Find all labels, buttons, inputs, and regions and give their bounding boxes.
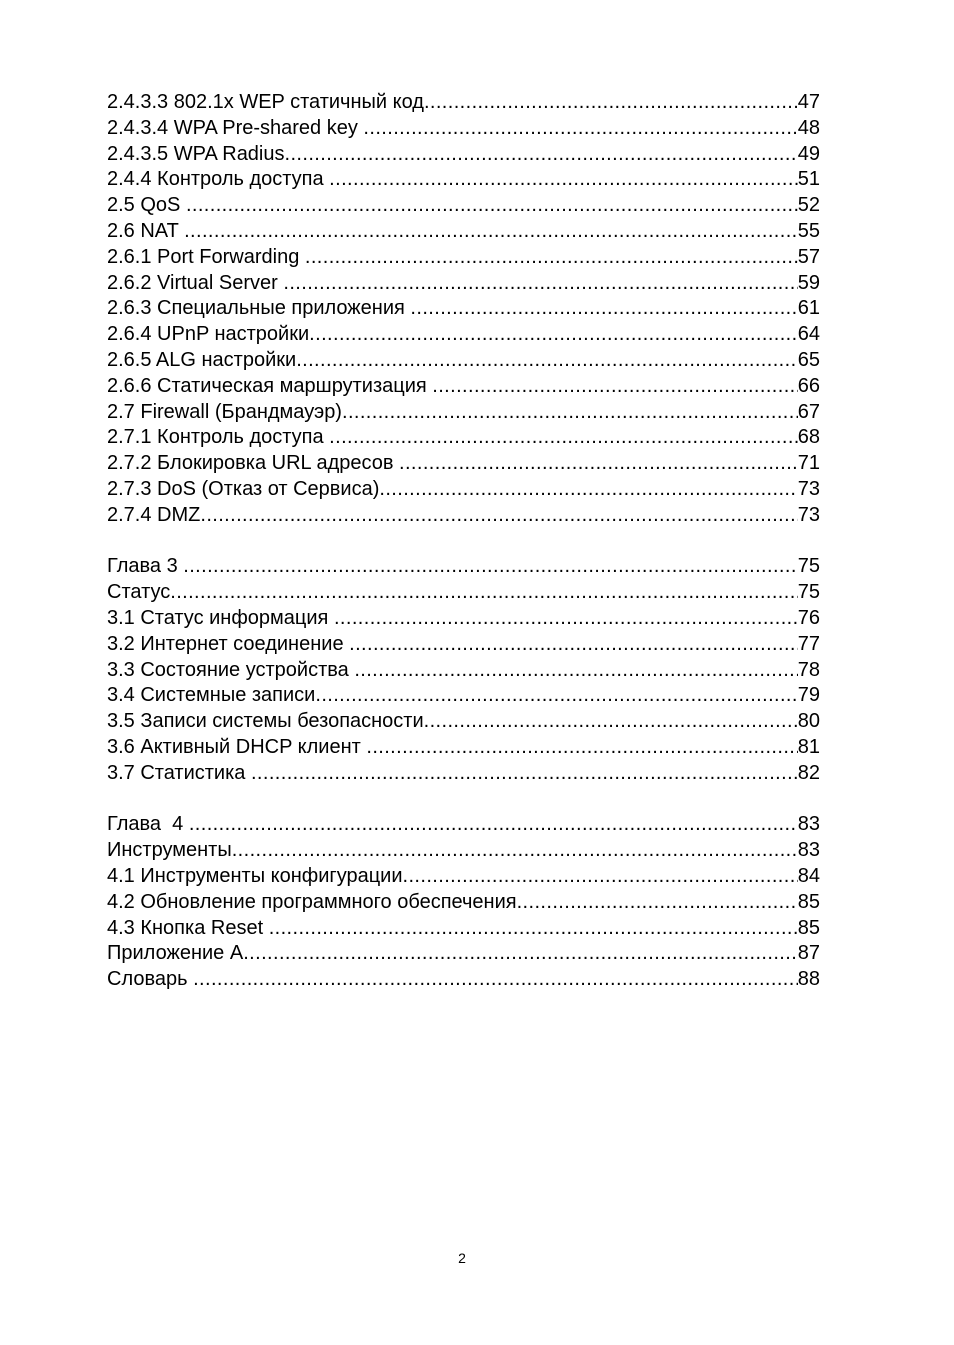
toc-entry-page-number: 61 <box>797 297 820 320</box>
toc-entry-title: Глава 4 <box>107 813 189 836</box>
toc-group <box>107 90 820 529</box>
toc-entry[interactable] <box>107 735 820 761</box>
toc-entry-title: 2.6 NAT <box>107 219 185 242</box>
toc-entry-page-number: 79 <box>797 684 820 707</box>
toc-entry[interactable] <box>107 116 820 142</box>
toc-entry-title: 3.1 Статус информация <box>107 606 334 629</box>
toc-entry-title: 2.6.6 Статическая маршрутизация <box>107 374 433 397</box>
toc-group <box>107 812 820 993</box>
toc-entry-title: 2.5 QoS <box>107 194 186 217</box>
toc-entry-page-number: 83 <box>797 839 820 862</box>
toc-entry-page-number: 88 <box>797 968 820 991</box>
toc-dot-leader <box>403 864 798 890</box>
toc-dot-leader <box>432 374 797 400</box>
toc-dot-leader <box>399 451 798 477</box>
toc-entry-page-number: 55 <box>797 219 820 242</box>
toc-entry[interactable] <box>107 916 820 942</box>
toc-entry[interactable] <box>107 632 820 658</box>
toc-dot-leader <box>283 271 797 297</box>
toc-entry[interactable] <box>107 709 820 735</box>
toc-entry[interactable] <box>107 941 820 967</box>
toc-dot-leader <box>363 116 797 142</box>
toc-entry-page-number: 51 <box>797 168 820 191</box>
toc-entry[interactable] <box>107 812 820 838</box>
toc-entry-title: 2.7.2 Блокировка URL адресов <box>107 452 400 475</box>
toc-entry-title: 2.4.4 Контроль доступа <box>107 168 330 191</box>
table-of-contents <box>107 90 820 993</box>
toc-entry-page-number: 85 <box>797 916 820 939</box>
toc-entry-page-number: 47 <box>797 91 820 113</box>
toc-entry[interactable] <box>107 142 820 168</box>
toc-dot-leader <box>186 193 798 219</box>
toc-entry-page-number: 81 <box>797 735 820 758</box>
toc-dot-leader <box>334 606 798 632</box>
toc-entry-title: Статус <box>107 581 171 604</box>
toc-entry-page-number: 52 <box>797 194 820 217</box>
toc-dot-leader <box>424 90 798 116</box>
toc-entry[interactable] <box>107 580 820 606</box>
toc-entry-page-number: 76 <box>797 606 820 629</box>
toc-entry-page-number: 85 <box>797 890 820 913</box>
toc-entry-title: 2.6.1 Port Forwarding <box>107 245 305 268</box>
toc-entry-title: 2.6.5 ALG настройки <box>107 348 297 371</box>
toc-dot-leader <box>296 348 798 374</box>
toc-entry[interactable] <box>107 683 820 709</box>
toc-entry-page-number: 73 <box>797 503 820 526</box>
toc-entry-page-number: 82 <box>797 761 820 784</box>
toc-entry-page-number: 49 <box>797 142 820 165</box>
toc-dot-leader <box>269 916 798 942</box>
toc-entry-title: 2.6.2 Virtual Server <box>107 271 284 294</box>
toc-entry-title: Инструменты <box>107 839 232 862</box>
page-number: 2 <box>458 1250 466 1266</box>
toc-dot-leader <box>305 245 798 271</box>
toc-dot-leader <box>170 580 798 606</box>
toc-entry-title: 4.2 Обновление программного обеспечения <box>107 890 517 913</box>
toc-entry[interactable] <box>107 503 820 529</box>
toc-entry[interactable] <box>107 761 820 787</box>
toc-entry-page-number: 80 <box>797 710 820 733</box>
toc-dot-leader <box>243 941 798 967</box>
toc-dot-leader <box>517 890 798 916</box>
toc-entry[interactable] <box>107 296 820 322</box>
toc-entry[interactable] <box>107 864 820 890</box>
toc-entry[interactable] <box>107 219 820 245</box>
toc-dot-leader <box>232 838 798 864</box>
toc-entry-title: 4.3 Кнопка Reset <box>107 916 269 939</box>
toc-entry-page-number: 67 <box>797 400 820 423</box>
toc-entry[interactable] <box>107 451 820 477</box>
toc-entry[interactable] <box>107 322 820 348</box>
toc-entry-page-number: 68 <box>797 426 820 449</box>
toc-entry[interactable] <box>107 658 820 684</box>
toc-entry[interactable] <box>107 967 820 993</box>
toc-dot-leader <box>342 400 798 426</box>
toc-entry[interactable] <box>107 245 820 271</box>
toc-entry-title: 3.4 Системные записи <box>107 684 316 707</box>
toc-entry-title: 3.3 Состояние устройства <box>107 658 355 681</box>
toc-dot-leader <box>285 142 798 168</box>
toc-dot-leader <box>349 632 798 658</box>
toc-entry[interactable] <box>107 400 820 426</box>
toc-entry-page-number: 66 <box>797 374 820 397</box>
toc-group <box>107 554 820 786</box>
toc-entry-page-number: 57 <box>797 245 820 268</box>
toc-entry-title: 2.6.3 Специальные приложения <box>107 297 411 320</box>
toc-dot-leader <box>309 322 798 348</box>
toc-entry-title: 2.7.3 DoS (Отказ от Сервиса) <box>107 477 380 500</box>
toc-dot-leader <box>193 967 798 993</box>
toc-entry-title: 4.1 Инструменты конфигурации <box>107 864 403 887</box>
toc-entry-title: 3.5 Записи системы безопасности <box>107 710 424 733</box>
toc-dot-leader <box>329 167 798 193</box>
toc-dot-leader <box>410 296 797 322</box>
toc-entry-page-number: 65 <box>797 348 820 371</box>
toc-entry-title: 2.7.4 DMZ <box>107 503 201 526</box>
toc-entry[interactable] <box>107 348 820 374</box>
toc-entry-title: 2.4.3.3 802.1x WEP статичный код <box>107 91 424 113</box>
toc-entry[interactable] <box>107 271 820 297</box>
toc-dot-leader <box>183 554 797 580</box>
toc-entry-title: Приложение A <box>107 942 244 965</box>
toc-entry-page-number: 73 <box>797 477 820 500</box>
toc-entry[interactable] <box>107 890 820 916</box>
toc-entry[interactable] <box>107 90 820 116</box>
toc-dot-leader <box>366 735 797 761</box>
toc-entry[interactable] <box>107 838 820 864</box>
toc-entry[interactable] <box>107 193 820 219</box>
toc-dot-leader <box>184 219 798 245</box>
toc-dot-leader <box>189 812 798 838</box>
toc-dot-leader <box>251 761 798 787</box>
toc-entry-title: 3.7 Статистика <box>107 761 251 784</box>
toc-dot-leader <box>379 477 797 503</box>
toc-entry-page-number: 78 <box>797 658 820 681</box>
toc-entry-page-number: 64 <box>797 323 820 346</box>
toc-entry-page-number: 77 <box>797 632 820 655</box>
toc-entry-page-number: 48 <box>797 116 820 139</box>
toc-entry-title: 2.6.4 UPnP настройки <box>107 323 310 346</box>
toc-entry-title: 3.2 Интернет соединение <box>107 632 350 655</box>
toc-entry-title: 2.7 Firewall (Брандмауэр) <box>107 400 342 423</box>
toc-dot-leader <box>200 503 797 529</box>
toc-entry-page-number: 84 <box>797 864 820 887</box>
toc-dot-leader <box>329 425 798 451</box>
toc-entry-title: Словарь <box>107 968 194 991</box>
toc-entry-page-number: 75 <box>797 555 820 578</box>
toc-entry-title: 2.7.1 Контроль доступа <box>107 426 330 449</box>
toc-entry-page-number: 87 <box>797 942 820 965</box>
toc-entry-page-number: 75 <box>797 581 820 604</box>
toc-entry-page-number: 59 <box>797 271 820 294</box>
toc-dot-leader <box>424 709 798 735</box>
toc-entry[interactable] <box>107 425 820 451</box>
toc-entry[interactable] <box>107 374 820 400</box>
toc-entry[interactable] <box>107 477 820 503</box>
toc-entry-page-number: 71 <box>797 452 820 475</box>
toc-entry-title: 2.4.3.4 WPA Pre-shared key <box>107 116 364 139</box>
toc-entry-title: Глава 3 <box>107 555 184 578</box>
toc-entry[interactable] <box>107 606 820 632</box>
toc-entry[interactable] <box>107 167 820 193</box>
toc-entry-title: 3.6 Активный DHCP клиент <box>107 735 367 758</box>
toc-entry-title: 2.4.3.5 WPA Radius <box>107 142 285 165</box>
toc-dot-leader <box>354 658 797 684</box>
toc-entry[interactable] <box>107 554 820 580</box>
toc-dot-leader <box>315 683 797 709</box>
toc-entry-page-number: 83 <box>797 813 820 836</box>
